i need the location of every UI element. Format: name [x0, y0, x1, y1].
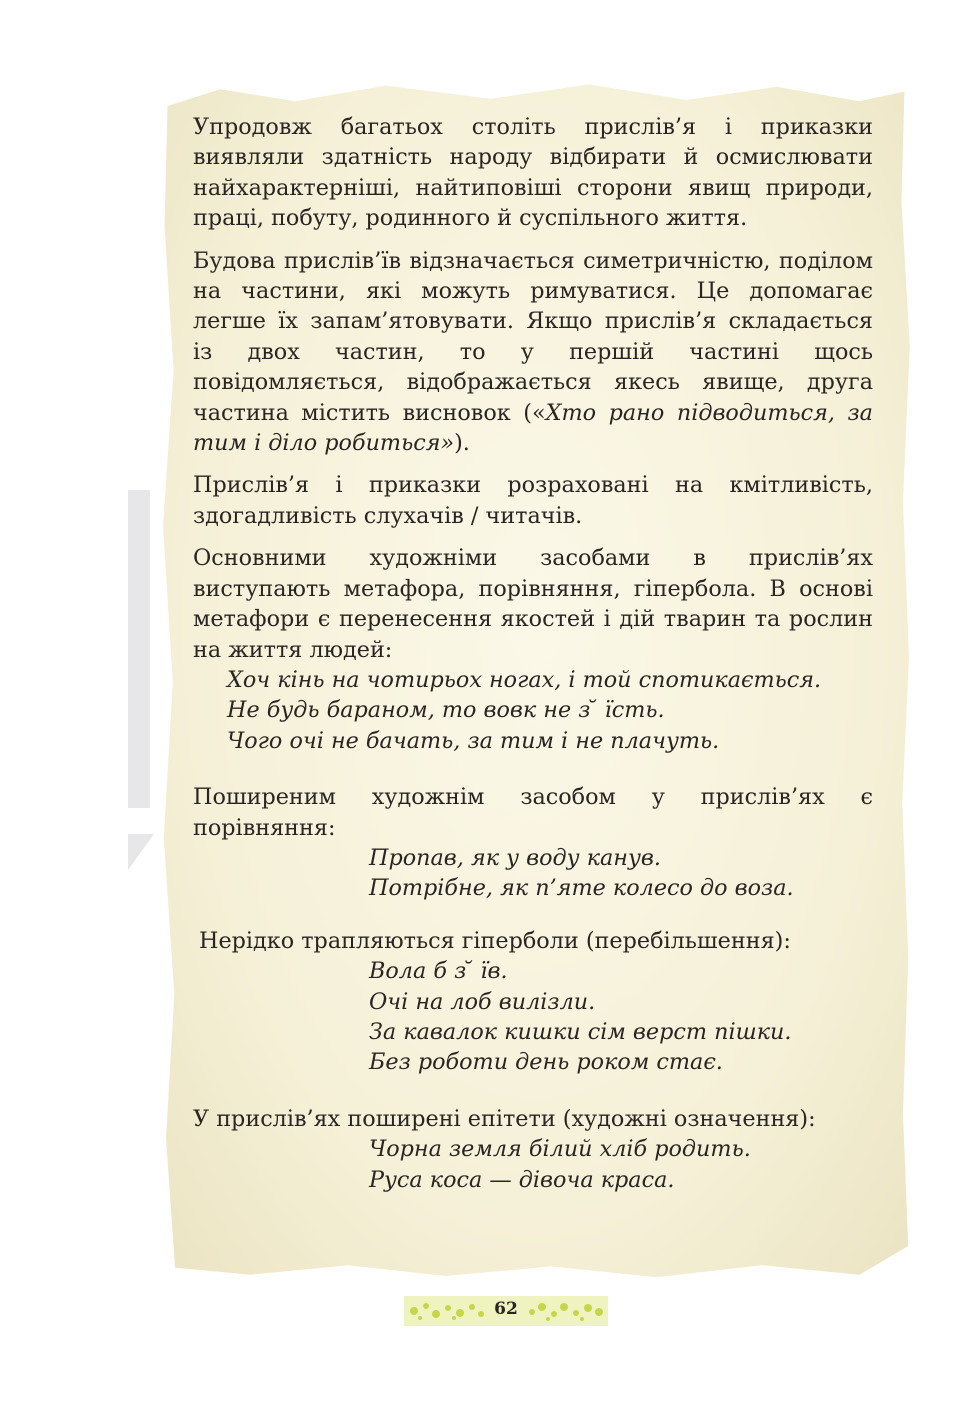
- hyperbole-example: Без роботи день роком стає.: [369, 1049, 723, 1076]
- floral-ornament-right: [526, 1296, 606, 1326]
- hyperbole-example: Вола б з ̆ їв.: [369, 958, 508, 985]
- page-number: 62: [494, 1299, 518, 1319]
- paragraph-structure: [193, 246, 873, 459]
- side-decoration-bar: [128, 490, 150, 808]
- paragraph-wit: Прислів’я і приказки розраховані на кмітливість, здогадливість слухачів / читачів.: [193, 472, 873, 529]
- paragraph-structure-example: Хто рано підводиться, за тим і діло робиться»: [193, 399, 873, 457]
- metaphor-example: Не будь бараном, то вовк не з ̆ їсть.: [227, 697, 665, 724]
- epithet-example: Чорна земля білий хліб родить.: [369, 1136, 751, 1163]
- side-decoration-triangle: [128, 834, 154, 870]
- paragraph-intro: Упродовж багатьох століть прислів’я і приказки виявляли здатність народу відбирати й осмислювати найхарактерніші, найтиповіші сторони явищ природи, праці, побуту, родинного й суспільного життя.: [193, 114, 873, 232]
- hyperbole-example: Очі на лоб вилізли.: [369, 988, 596, 1015]
- comparison-example: Пропав, як у воду канув.: [369, 844, 661, 871]
- paragraph-structure-text: Будова прислів’їв відзначається симетричністю, поділом на частини, які можуть римуватися. Це допомагає легше їх запам’ятовувати. Якщо прислів’я складається із двох частин, то у першій частині щось повідомляється, відображається якесь явище, друга частина містить висновок («: [193, 247, 873, 426]
- paragraph-epithet: У прислів’ях поширені епітети (художні означення):: [193, 1105, 816, 1132]
- epithet-example: Руса коса — дівоча краса.: [369, 1166, 675, 1193]
- paragraph-hyperbole: Нерідко трапляються гіперболи (перебільшення):: [199, 927, 791, 954]
- comparison-example: Потрібне, як п’яте колесо до воза.: [369, 875, 794, 902]
- page-body: [193, 112, 873, 1195]
- metaphor-example: Хоч кінь на чотирьох ногах, і той спотикається.: [227, 666, 822, 693]
- metaphor-example: Чого очі не бачать, за тим і не плачуть.: [227, 727, 720, 754]
- paragraph-means: Основними художніми засобами в прислів’ях виступають метафора, порівняння, гіпербола. В основі метафори є перенесення якостей і дій тварин та рослин на життя людей:: [193, 545, 873, 663]
- paragraph-comparison: Поширеним художнім засобом у прислів’ях є порівняння:: [193, 784, 873, 841]
- page-footer: [404, 1296, 608, 1326]
- paragraph-structure-tail: ).: [454, 430, 470, 457]
- hyperbole-example: За кавалок кишки сім верст пішки.: [369, 1018, 792, 1045]
